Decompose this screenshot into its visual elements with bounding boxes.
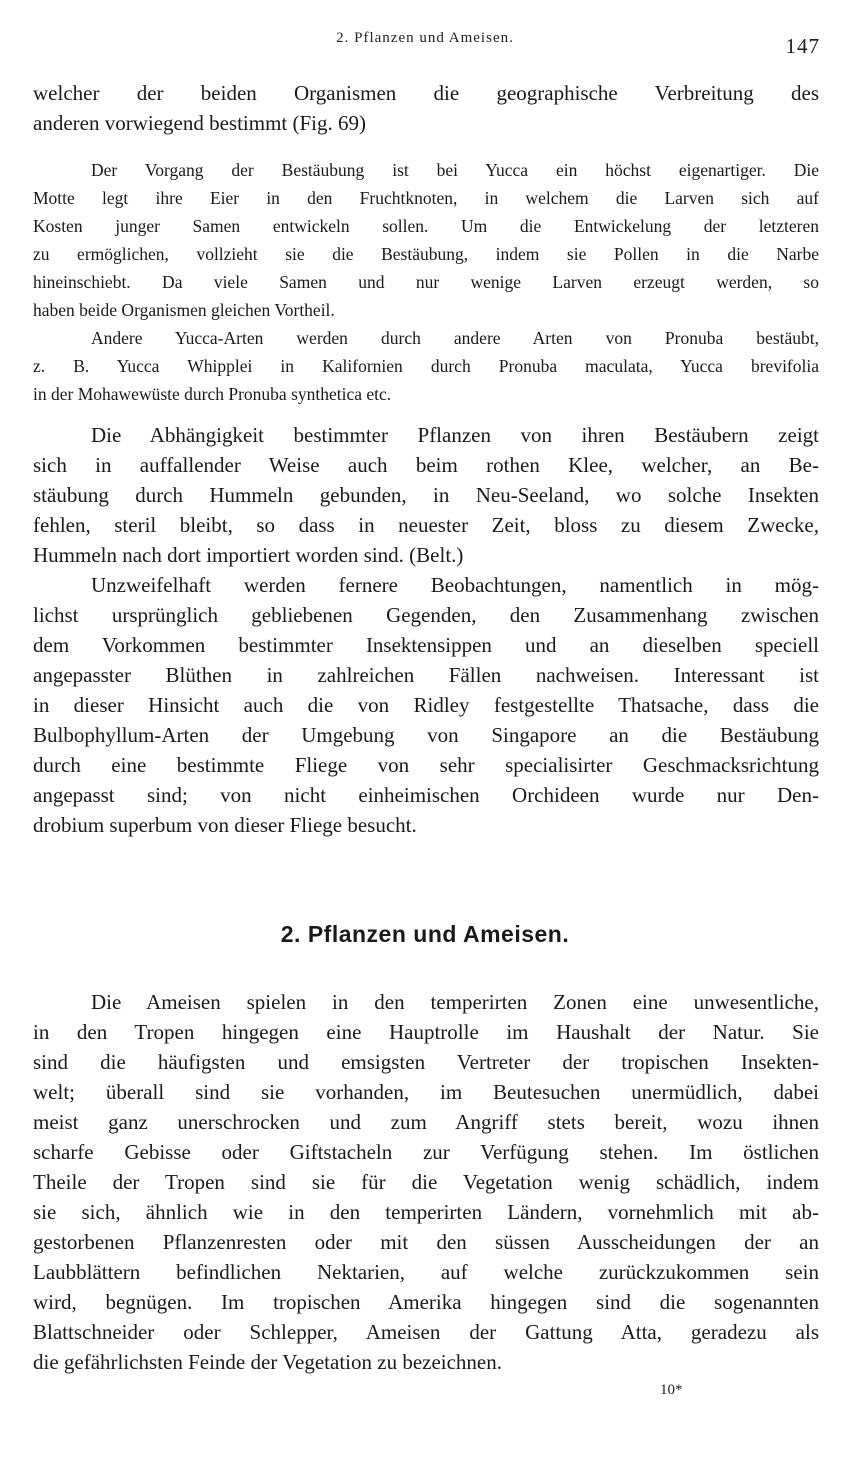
signature-mark: 10*: [660, 1382, 683, 1398]
page-number: 147: [785, 34, 820, 58]
text-line: sich in auffallender Weise auch beim rothen Klee, welcher, an Be-: [33, 453, 819, 477]
text-line: Laubblättern befindlichen Nektarien, auf welche zurückzukommen sein: [33, 1260, 819, 1284]
text-line: Motte legt ihre Eier in den Fruchtknoten, in welchem die Larven sich auf: [33, 188, 819, 208]
text-line: Kosten junger Samen entwickeln sollen. Um die Entwickelung der letzteren: [33, 216, 819, 236]
text-line: drobium superbum von dieser Fliege besucht.: [33, 813, 417, 837]
text-line: Bulbophyllum-Arten der Umgebung von Singapore an die Bestäubung: [33, 723, 819, 747]
section-heading: 2. Pflanzen und Ameisen.: [280, 921, 570, 947]
text-line: Andere Yucca-Arten werden durch andere Arten von Pronuba bestäubt,: [91, 328, 819, 348]
text-line: meist ganz unerschrocken und zum Angriff stets bereit, wozu ihnen: [33, 1110, 819, 1134]
text-line: anderen vorwiegend bestimmt (Fig. 69): [33, 111, 367, 135]
text-line: die gefährlichsten Feinde der Vegetation zu bezeichnen.: [33, 1350, 503, 1374]
text-line: z. B. Yucca Whipplei in Kalifornien durch Pronuba maculata, Yucca brevifolia: [33, 356, 819, 376]
text-line: Unzweifelhaft werden fernere Beobachtungen, namentlich in mög-: [91, 573, 819, 597]
text-line: angepasster Blüthen in zahlreichen Fällen nachweisen. Interessant ist: [33, 663, 819, 687]
text-line: Der Vorgang der Bestäubung ist bei Yucca ein höchst eigenartiger. Die: [91, 160, 819, 180]
text-line: sind die häufigsten und emsigsten Vertreter der tropischen Insekten-: [33, 1050, 819, 1074]
text-line: Theile der Tropen sind sie für die Vegetation wenig schädlich, indem: [33, 1170, 819, 1194]
text-line: in dieser Hinsicht auch die von Ridley festgestellte Thatsache, dass die: [33, 693, 819, 717]
text-line: lichst ursprünglich gebliebenen Gegenden, den Zusammenhang zwischen: [33, 603, 819, 627]
text-line: haben beide Organismen gleichen Vortheil.: [33, 300, 335, 320]
intro-paragraph: [33, 78, 819, 138]
text-line: Blattschneider oder Schlepper, Ameisen der Gattung Atta, geradezu als: [33, 1320, 819, 1344]
text-line: angepasst sind; von nicht einheimischen Orchideen wurde nur Den-: [33, 783, 819, 807]
section-body: [33, 987, 819, 1377]
text-line: stäubung durch Hummeln gebunden, in Neu-Seeland, wo solche Insekten: [33, 483, 819, 507]
text-line: durch eine bestimmte Fliege von sehr specialisirter Geschmacksrichtung: [33, 753, 819, 777]
text-line: dem Vorkommen bestimmter Insektensippen und an dieselben speciell: [33, 633, 819, 657]
body-paragraphs: [33, 420, 819, 840]
text-line: scharfe Gebisse oder Giftstacheln zur Verfügung stehen. Im östlichen: [33, 1140, 819, 1164]
text-line: wird, begnügen. Im tropischen Amerika hingegen sind die sogenannten: [33, 1290, 819, 1314]
text-line: gestorbenen Pflanzenresten oder mit den süssen Ausscheidungen der an: [33, 1230, 819, 1254]
text-line: welt; überall sind sie vorhanden, im Beutesuchen unermüdlich, dabei: [33, 1080, 819, 1104]
text-line: Die Ameisen spielen in den temperirten Zonen eine unwesentliche,: [91, 990, 819, 1014]
text-line: fehlen, steril bleibt, so dass in neuester Zeit, bloss zu diesem Zwecke,: [33, 513, 819, 537]
text-line: in der Mohawewüste durch Pronuba synthetica etc.: [33, 384, 392, 404]
running-head: 2. Pflanzen und Ameisen.: [336, 30, 514, 46]
text-line: welcher der beiden Organismen die geographische Verbreitung des: [33, 81, 819, 105]
text-line: Die Abhängigkeit bestimmter Pflanzen von ihren Bestäubern zeigt: [91, 423, 819, 447]
text-line: zu ermöglichen, vollzieht sie die Bestäubung, indem sie Pollen in die Narbe: [33, 244, 819, 264]
text-line: in den Tropen hingegen eine Hauptrolle im Haushalt der Natur. Sie: [33, 1020, 819, 1044]
text-line: hineinschiebt. Da viele Samen und nur wenige Larven erzeugt werden, so: [33, 272, 819, 292]
text-line: Hummeln nach dort importiert worden sind. (Belt.): [33, 543, 464, 567]
text-line: sie sich, ähnlich wie in den temperirten Ländern, vornehmlich mit ab-: [33, 1200, 819, 1224]
note-block: [33, 156, 819, 408]
